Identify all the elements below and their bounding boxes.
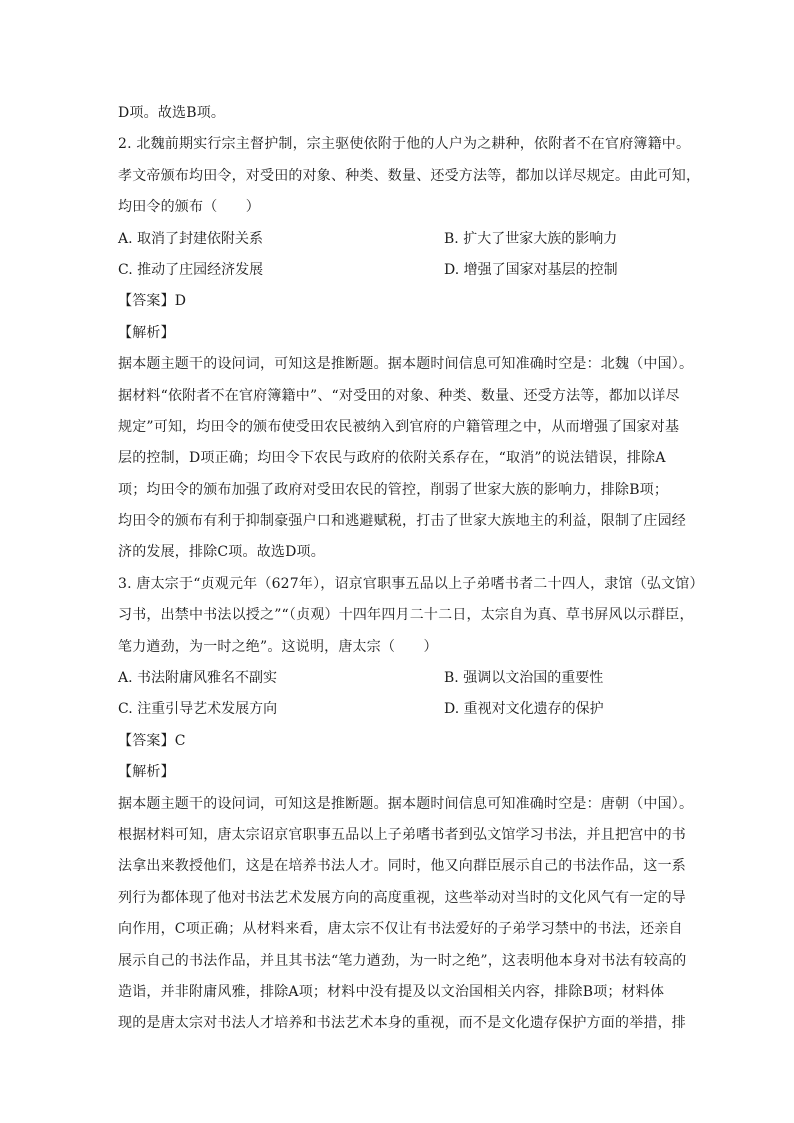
q2-analysis-label: 【解析】: [118, 324, 175, 341]
q2-stem-line-3: 均田令的颁布（ ）: [118, 199, 260, 216]
q2-options-row-2: [118, 255, 688, 286]
q3-option-c: C. 注重引导艺术发展方向: [118, 701, 278, 718]
q2-analysis-line: 济的发展，排除C项。故选D项。: [118, 544, 325, 561]
q3-analysis-line: 现的是唐太宗对书法人才培养和书法艺术本身的重视，而不是文化遗存保护方面的举措，排: [118, 1015, 686, 1032]
q3-stem-line-1: 3. 唐太宗于“贞观元年（627年），诏京官职事五品以上子弟嗜书者二十四人，隶馆（弘文馆）: [118, 575, 704, 592]
q3-options-row-2: [118, 694, 688, 725]
q3-analysis-label: 【解析】: [118, 764, 175, 781]
q2-analysis-line: 均田令的颁布有利于抑制豪强户口和逃避赋税，打击了世家大族地主的利益，限制了庄园经: [118, 513, 686, 530]
q2-options-row-1: [118, 224, 688, 255]
q3-analysis-line: 法拿出来教授他们，这是在培养书法人才。同时，他又向群臣展示自己的书法作品，这一系: [118, 858, 686, 875]
q3-answer: 【答案】C: [118, 732, 186, 749]
q2-analysis-line: 项；均田令的颁布加强了政府对受田农民的管控，削弱了世家大族的影响力，排除B项；: [118, 481, 669, 498]
q3-analysis-line: 根据材料可知，唐太宗诏京官职事五品以上子弟嗜书者到弘文馆学习书法，并且把宫中的书: [118, 826, 686, 843]
q2-analysis-line: 据材料“依附者不在官府簿籍中”、“对受田的对象、种类、数量、还受方法等，都加以详尽: [118, 387, 680, 404]
q2-analysis-line: 规定”可知，均田令的颁布使受田农民被纳入到官府的户籍管理之中，从而增强了国家对基: [118, 418, 680, 435]
q2-option-b: B. 扩大了世家大族的影响力: [444, 230, 618, 247]
q3-analysis-line: 造诣，并非附庸风雅，排除A项；材料中没有提及以文治国相关内容，排除B项；材料体: [118, 983, 665, 1000]
q3-option-d: D. 重视对文化遗存的保护: [444, 701, 604, 718]
q3-option-a: A. 书法附庸风雅名不副实: [118, 670, 278, 687]
prev-answer-tail: D项。故选B项。: [118, 105, 226, 121]
q2-answer: 【答案】D: [118, 293, 187, 310]
q3-analysis-line: 向作用，C项正确；从材料来看，唐太宗不仅让有书法爱好的子弟学习禁中的书法，还亲自: [118, 921, 683, 938]
q3-analysis-line: 列行为都体现了他对书法艺术发展方向的高度重视，这些举动对当时的文化风气有一定的导: [118, 889, 686, 906]
q3-stem-line-2: 习书，出禁中书法以授之”“（贞观）十四年四月二十二日，太宗自为真、草书屏风以示群臣，: [118, 607, 694, 624]
q2-option-d: D. 增强了国家对基层的控制: [444, 261, 618, 278]
q2-option-c: C. 推动了庄园经济发展: [118, 261, 264, 278]
q3-stem-line-3: 笔力遒劲，为一时之绝”。这说明，唐太宗（ ）: [118, 638, 438, 655]
q3-option-b: B. 强调以文治国的重要性: [444, 670, 604, 687]
q2-analysis-line: 层的控制，D项正确；均田令下农民与政府的依附关系存在，“取消”的说法错误，排除A: [118, 450, 666, 467]
q3-analysis-line: 展示自己的书法作品，并且其书法“笔力遒劲，为一时之绝”，这表明他本身对书法有较高的: [118, 952, 687, 969]
q2-option-a: A. 取消了封建依附关系: [118, 230, 264, 247]
q2-stem-line-2: 孝文帝颁布均田令，对受田的对象、种类、数量、还受方法等，都加以详尽规定。由此可知，: [118, 167, 701, 184]
document-page: [118, 98, 704, 1040]
q2-stem-line-1: 2. 北魏前期实行宗主督护制，宗主驱使依附于他的人户为之耕种，依附者不在官府簿籍中。: [118, 136, 691, 153]
q3-options-row-1: [118, 663, 688, 694]
q2-analysis-line: 据本题主题干的设问词，可知这是推断题。据本题时间信息可知准确时空是：北魏（中国）。: [118, 356, 694, 373]
q3-analysis-line: 据本题主题干的设问词，可知这是推断题。据本题时间信息可知准确时空是：唐朝（中国）。: [118, 795, 694, 812]
